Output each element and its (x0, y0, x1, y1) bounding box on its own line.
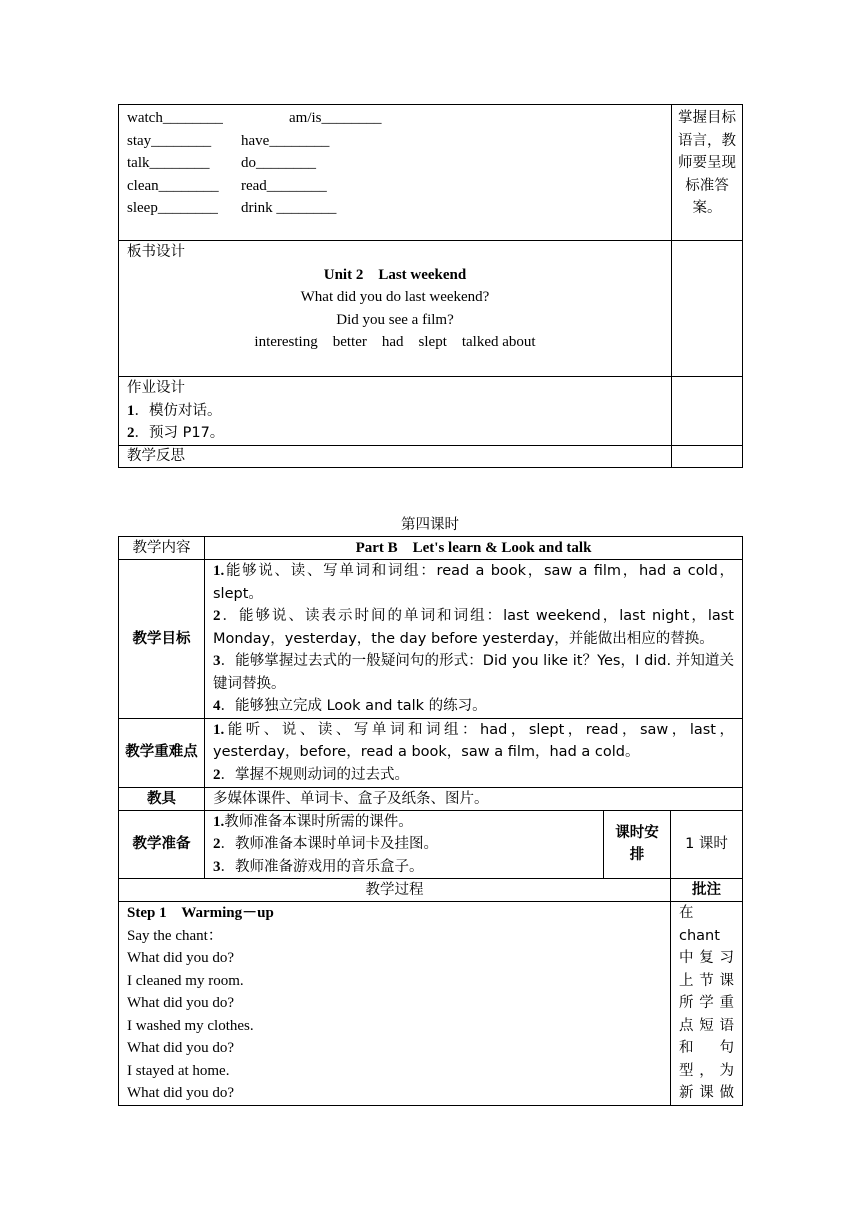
keypoint-1: 1.能听、说、读、写单词和词组：had，slept，read，saw，last，yesterday，before，read a book，saw a film，had a cold。 (213, 721, 734, 760)
vocab-word: read________ (241, 177, 327, 194)
vocab-word: do________ (241, 155, 316, 171)
vocab-line (127, 197, 663, 220)
notes-header: 批注 (671, 879, 743, 902)
prep-item-3: 3．教师准备游戏用的音乐盒子。 (213, 858, 424, 875)
vocab-cell (119, 105, 672, 241)
step1-note: 在 chant 中复习上节课所学重点短语和句型，为新课做 (671, 902, 743, 1106)
step1-line: What did you do? (127, 1040, 235, 1056)
upper-table (118, 104, 743, 468)
objective-3: 3．能够掌握过去式的一般疑问句的形式：Did you like it？Yes，I did. 并知道关键词替换。 (213, 653, 734, 692)
vocab-line (127, 152, 663, 175)
objective-2: 2．能够说、读表示时间的单词和词组：last weekend，last night，last Monday，yesterday，the day before yesterday，并能做出相应的替换。 (213, 608, 734, 647)
objectives-cell (205, 560, 743, 719)
vocab-word: drink ________ (241, 200, 337, 216)
lesson-table (118, 536, 743, 1106)
vocab-note: 掌握目标语言，教师要呈现标准答案。 (672, 105, 743, 241)
tools-label: 教具 (119, 787, 205, 810)
step1-title: Step 1 Warming－up (127, 905, 274, 921)
board-title: Unit 2 Last weekend (323, 266, 467, 283)
keypoint-2: 2．掌握不规则动词的过去式。 (213, 766, 409, 783)
objective-1: 1.能够说、读、写单词和词组：read a book，saw a film，had a cold，slept。 (213, 563, 734, 602)
vocab-line (127, 107, 663, 130)
homework-note (672, 377, 743, 446)
content-value: Part B Let's learn & Look and talk (205, 537, 743, 560)
objectives-label: 教学目标 (119, 560, 205, 719)
objectives-list (213, 560, 734, 718)
prep-label: 教学准备 (119, 810, 205, 879)
prep-cell (205, 810, 604, 879)
board-design-label: 板书设计 (127, 244, 185, 260)
tools-value: 多媒体课件、单词卡、盒子及纸条、图片。 (205, 787, 743, 810)
homework-label: 作业设计 (127, 380, 185, 396)
vocab-list (127, 107, 663, 220)
reflection-note (672, 445, 743, 467)
vocab-word: am/is________ (289, 110, 382, 126)
step1-lines (127, 925, 662, 1105)
process-header: 教学过程 (119, 879, 671, 902)
schedule-label: 课时安排 (604, 810, 671, 879)
keypoints-cell (205, 718, 743, 787)
board-line-1: What did you do last weekend? (300, 289, 490, 305)
vocab-word: talk________ (127, 155, 210, 171)
vocab-word: stay________ (127, 132, 212, 149)
reflection-label: 教学反思 (127, 447, 185, 464)
step1-line: I washed my clothes. (127, 1017, 254, 1034)
prep-item-2: 2．教师准备本课时单词卡及挂图。 (213, 836, 438, 852)
vocab-word: sleep________ (127, 200, 218, 216)
vocab-line (127, 175, 663, 198)
step1-line: What did you do? (127, 1085, 235, 1101)
vocab-word: have________ (241, 132, 330, 149)
reflection-cell (119, 445, 672, 467)
vocab-word: clean________ (127, 177, 219, 194)
prep-list (213, 811, 595, 879)
homework-cell (119, 377, 672, 446)
homework-item-1: 1．模仿对话。 (127, 402, 222, 419)
keypoints-label: 教学重难点 (119, 718, 205, 787)
step1-line: I cleaned my room. (127, 972, 244, 989)
board-line-2: Did you see a film? (336, 311, 454, 328)
step1-cell (119, 902, 671, 1106)
board-line-3: interesting better had slept talked about (254, 334, 536, 350)
board-note (672, 241, 743, 377)
step1-line: What did you do? (127, 995, 235, 1011)
vocab-line (127, 130, 663, 153)
step1-line: I stayed at home. (127, 1062, 230, 1079)
step1-line: What did you do? (127, 950, 235, 966)
step1-line: Say the chant： (127, 927, 223, 944)
objective-4: 4．能够独立完成 Look and talk 的练习。 (213, 698, 487, 714)
content-label: 教学内容 (119, 537, 205, 560)
vocab-word: watch________ (127, 110, 223, 126)
board-design-cell (119, 241, 672, 377)
homework-item-2: 2．预习 P17。 (127, 425, 225, 441)
lesson-caption: 第四课时 (401, 517, 459, 533)
schedule-value: 1 课时 (671, 810, 743, 879)
prep-item-1: 1.教师准备本课时所需的课件。 (213, 813, 413, 830)
keypoints-list (213, 719, 734, 787)
